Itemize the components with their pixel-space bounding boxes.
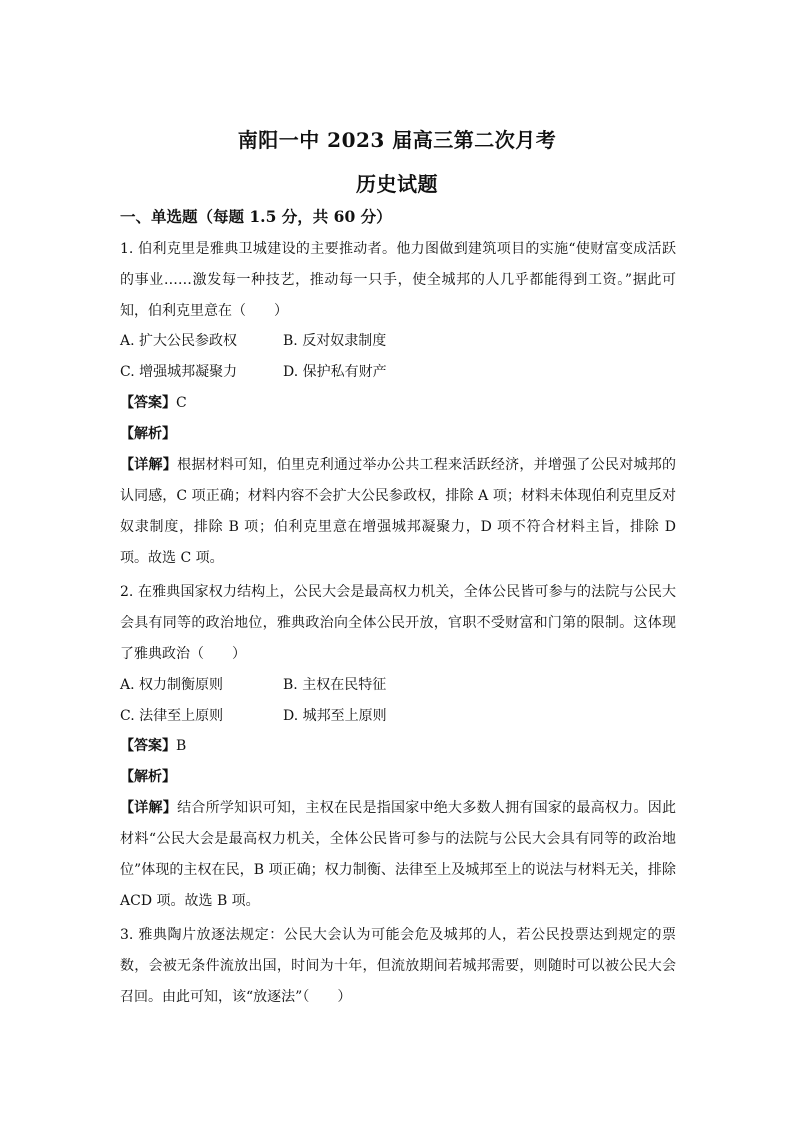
question-2-option-c: C. 法律至上原则 (120, 708, 224, 724)
subject-title: 历史试题 (356, 172, 438, 196)
question-1-analysis-label: 【解析】 (120, 426, 176, 442)
answer-value: C (176, 395, 187, 411)
answer-label: 【答案】 (120, 738, 176, 754)
question-2-stem: 2. 在雅典国家权力结构上，公民大会是最高权力机关，全体公民皆可参与的法院与公民大会具有同等的政治地位，雅典政治向全体公民开放，官职不受财富和门第的限制。这体现了雅典政治（ ） (120, 584, 676, 662)
detail-label: 【详解】 (120, 457, 178, 473)
question-2-answer (120, 736, 186, 756)
question-1-answer (120, 393, 187, 413)
question-2-option-d: D. 城邦至上原则 (283, 708, 387, 724)
question-1-detail (120, 450, 676, 574)
exam-title: 南阳一中 2023 届高三第二次月考 (237, 128, 557, 152)
question-1-option-c: C. 增强城邦凝聚力 (120, 364, 238, 380)
question-1-stem: 1. 伯利克里是雅典卫城建设的主要推动者。他力图做到建筑项目的实施“使财富变成活跃的事业……激发每一种技艺，推动每一只手，使全城邦的人几乎都能得到工资。”据此可知，伯利克里意在（ ） (120, 241, 676, 319)
question-2-analysis-label: 【解析】 (120, 769, 176, 785)
question-2-option-a: A. 权力制衡原则 (120, 677, 224, 693)
detail-label: 【详解】 (120, 800, 178, 816)
question-1-option-a: A. 扩大公民参政权 (120, 333, 238, 349)
question-2-option-b: B. 主权在民特征 (283, 677, 387, 693)
answer-label: 【答案】 (120, 395, 176, 411)
question-1-option-d: D. 保护私有财产 (283, 364, 387, 380)
question-3-stem: 3. 雅典陶片放逐法规定：公民大会认为可能会危及城邦的人，若公民投票达到规定的票数，会被无条件流放出国，时间为十年，但流放期间若城邦需要，则随时可以被公民大会召回。由此可知，该“放逐法”（ ） (120, 927, 676, 1005)
detail-text: 根据材料可知，伯里克利通过举办公共工程来活跃经济，并增强了公民对城邦的认同感，C 项正确；材料内容不会扩大公民参政权，排除 A 项；材料未体现伯利克里反对奴隶制度，排除 B 项；伯利克里意在增强城邦凝聚力，D 项不符合材料主旨，排除 D 项。故选 C 项。 (120, 457, 677, 566)
detail-text: 结合所学知识可知，主权在民是指国家中绝大多数人拥有国家的最高权力。因此材料“公民大会是最高权力机关，全体公民皆可参与的法院与公民大会具有同等的政治地位”体现的主权在民，B 项正确；权力制衡、法律至上及城邦至上的说法与材料无关，排除 ACD 项。故选 B 项。 (120, 800, 677, 909)
section-heading: 一、单选题（每题 1.5 分，共 60 分） (120, 207, 392, 226)
answer-value: B (176, 738, 187, 754)
question-1-option-b: B. 反对奴隶制度 (283, 333, 387, 349)
question-2-detail (120, 793, 676, 917)
